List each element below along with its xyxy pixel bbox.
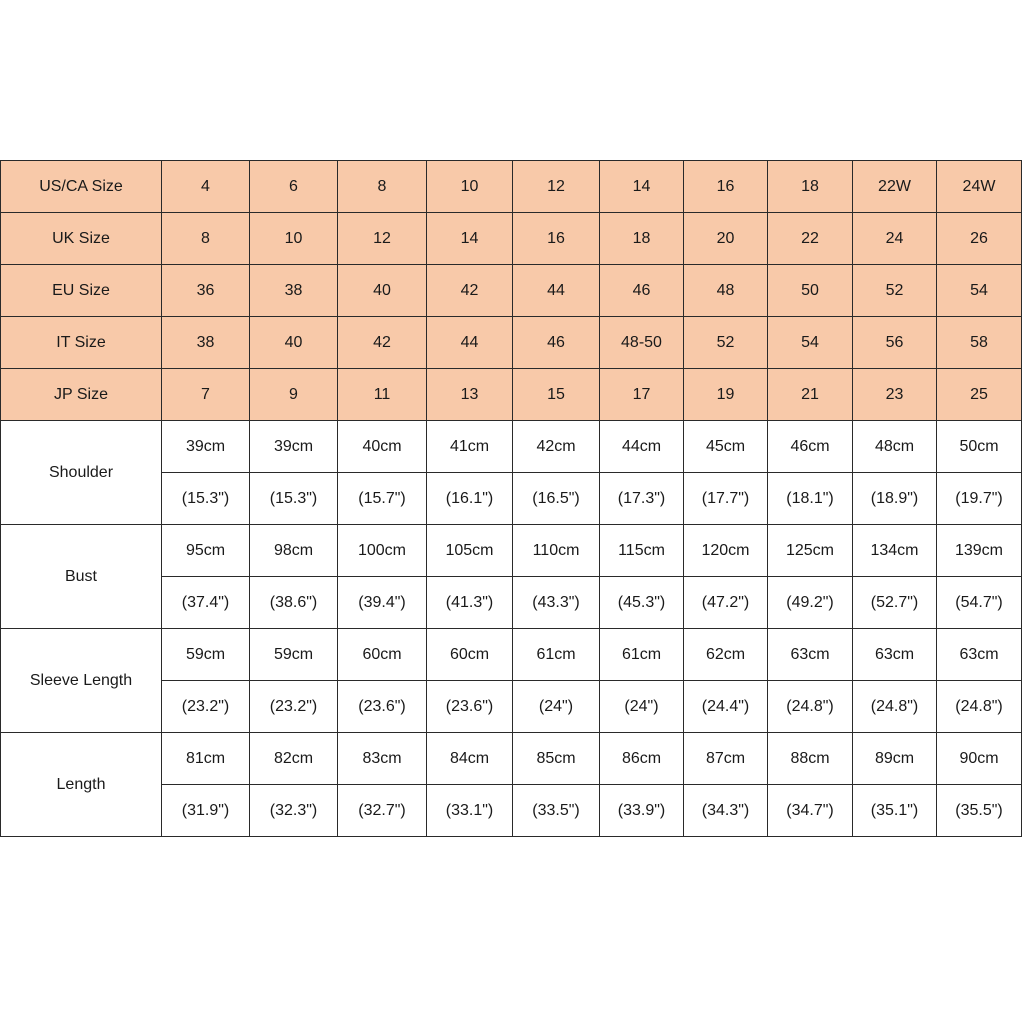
measurement-label: Sleeve Length [1,629,162,733]
size-value-cell: 14 [427,213,513,265]
size-value-cell: 7 [162,369,250,421]
size-row [1,213,1022,265]
measurement-inch-cell: (17.3") [600,473,684,525]
measurement-inch-cell: (34.7") [768,785,853,837]
size-row [1,265,1022,317]
measurement-inch-cell: (32.3") [250,785,338,837]
size-value-cell: 54 [937,265,1022,317]
measurement-cm-cell: 60cm [427,629,513,681]
size-row [1,369,1022,421]
measurement-inch-cell: (24") [600,681,684,733]
size-value-cell: 54 [768,317,853,369]
size-value-cell: 50 [768,265,853,317]
measurement-cm-cell: 115cm [600,525,684,577]
size-value-cell: 40 [338,265,427,317]
size-value-cell: 10 [250,213,338,265]
measurement-label: Shoulder [1,421,162,525]
measurement-cm-cell: 62cm [684,629,768,681]
size-value-cell: 58 [937,317,1022,369]
measurement-cm-cell: 81cm [162,733,250,785]
measurement-cm-cell: 86cm [600,733,684,785]
measurement-cm-row [1,629,1022,681]
size-value-cell: 19 [684,369,768,421]
measurement-inch-cell: (52.7") [853,577,937,629]
measurement-inch-cell: (19.7") [937,473,1022,525]
size-value-cell: 9 [250,369,338,421]
size-value-cell: 44 [513,265,600,317]
measurement-cm-cell: 39cm [162,421,250,473]
measurement-inch-cell: (34.3") [684,785,768,837]
measurement-inch-cell: (15.3") [162,473,250,525]
measurement-inch-cell: (18.1") [768,473,853,525]
measurement-inch-cell: (16.5") [513,473,600,525]
measurement-inch-cell: (24.8") [937,681,1022,733]
size-value-cell: 42 [427,265,513,317]
measurement-inch-cell: (23.2") [162,681,250,733]
measurement-label: Length [1,733,162,837]
measurement-cm-cell: 41cm [427,421,513,473]
size-row [1,161,1022,213]
size-value-cell: 10 [427,161,513,213]
measurement-cm-cell: 125cm [768,525,853,577]
size-row-label: UK Size [1,213,162,265]
measurement-cm-cell: 82cm [250,733,338,785]
measurement-inch-cell: (17.7") [684,473,768,525]
size-value-cell: 22 [768,213,853,265]
size-value-cell: 18 [768,161,853,213]
size-value-cell: 52 [853,265,937,317]
measurement-cm-cell: 61cm [600,629,684,681]
size-value-cell: 21 [768,369,853,421]
size-value-cell: 22W [853,161,937,213]
measurement-inch-cell: (33.1") [427,785,513,837]
measurement-inch-cell: (24.4") [684,681,768,733]
measurement-inch-cell: (15.7") [338,473,427,525]
measurement-inch-cell: (23.6") [427,681,513,733]
size-value-cell: 46 [600,265,684,317]
size-value-cell: 56 [853,317,937,369]
measurement-inch-cell: (33.5") [513,785,600,837]
measurement-inch-cell: (31.9") [162,785,250,837]
size-value-cell: 15 [513,369,600,421]
measurement-label: Bust [1,525,162,629]
measurement-cm-cell: 84cm [427,733,513,785]
measurement-cm-cell: 110cm [513,525,600,577]
size-value-cell: 52 [684,317,768,369]
size-value-cell: 14 [600,161,684,213]
size-value-cell: 11 [338,369,427,421]
size-value-cell: 42 [338,317,427,369]
size-value-cell: 20 [684,213,768,265]
measurement-inch-cell: (16.1") [427,473,513,525]
measurement-inch-cell: (24") [513,681,600,733]
size-value-cell: 48-50 [600,317,684,369]
measurement-cm-cell: 63cm [768,629,853,681]
size-value-cell: 40 [250,317,338,369]
size-value-cell: 24 [853,213,937,265]
measurement-cm-cell: 46cm [768,421,853,473]
size-value-cell: 38 [250,265,338,317]
measurement-cm-cell: 95cm [162,525,250,577]
measurement-inch-cell: (43.3") [513,577,600,629]
measurement-cm-cell: 87cm [684,733,768,785]
measurement-inch-cell: (54.7") [937,577,1022,629]
measurement-cm-cell: 50cm [937,421,1022,473]
size-row-label: US/CA Size [1,161,162,213]
measurement-cm-cell: 134cm [853,525,937,577]
size-row-label: EU Size [1,265,162,317]
size-value-cell: 25 [937,369,1022,421]
size-value-cell: 12 [338,213,427,265]
size-value-cell: 18 [600,213,684,265]
size-value-cell: 38 [162,317,250,369]
size-row-label: IT Size [1,317,162,369]
measurement-inch-cell: (38.6") [250,577,338,629]
measurement-cm-cell: 42cm [513,421,600,473]
measurement-inch-cell: (35.5") [937,785,1022,837]
measurement-inch-cell: (18.9") [853,473,937,525]
size-value-cell: 46 [513,317,600,369]
measurement-cm-cell: 88cm [768,733,853,785]
measurement-cm-cell: 40cm [338,421,427,473]
measurement-inch-cell: (23.2") [250,681,338,733]
size-value-cell: 8 [162,213,250,265]
size-value-cell: 12 [513,161,600,213]
measurement-cm-row [1,733,1022,785]
measurement-inch-cell: (39.4") [338,577,427,629]
size-value-cell: 4 [162,161,250,213]
measurement-cm-cell: 98cm [250,525,338,577]
measurement-cm-cell: 85cm [513,733,600,785]
size-value-cell: 24W [937,161,1022,213]
measurement-inch-cell: (23.6") [338,681,427,733]
size-row [1,317,1022,369]
measurement-cm-cell: 48cm [853,421,937,473]
measurement-cm-cell: 100cm [338,525,427,577]
measurement-cm-cell: 45cm [684,421,768,473]
size-value-cell: 16 [513,213,600,265]
size-value-cell: 36 [162,265,250,317]
measurement-cm-cell: 60cm [338,629,427,681]
size-value-cell: 44 [427,317,513,369]
measurement-cm-row [1,421,1022,473]
size-value-cell: 13 [427,369,513,421]
measurement-cm-cell: 139cm [937,525,1022,577]
size-value-cell: 6 [250,161,338,213]
measurement-inch-cell: (49.2") [768,577,853,629]
measurement-cm-row [1,525,1022,577]
measurement-cm-cell: 90cm [937,733,1022,785]
size-chart-table [0,160,1022,837]
measurement-cm-cell: 89cm [853,733,937,785]
size-value-cell: 23 [853,369,937,421]
measurement-cm-cell: 44cm [600,421,684,473]
measurement-cm-cell: 63cm [937,629,1022,681]
measurement-inch-cell: (24.8") [853,681,937,733]
size-value-cell: 16 [684,161,768,213]
size-row-label: JP Size [1,369,162,421]
measurement-inch-cell: (41.3") [427,577,513,629]
measurement-inch-cell: (45.3") [600,577,684,629]
measurement-inch-cell: (35.1") [853,785,937,837]
measurement-inch-cell: (37.4") [162,577,250,629]
measurement-inch-cell: (33.9") [600,785,684,837]
measurement-cm-cell: 61cm [513,629,600,681]
measurement-inch-cell: (24.8") [768,681,853,733]
measurement-inch-cell: (32.7") [338,785,427,837]
measurement-cm-cell: 120cm [684,525,768,577]
measurement-inch-cell: (47.2") [684,577,768,629]
measurement-cm-cell: 83cm [338,733,427,785]
measurement-cm-cell: 63cm [853,629,937,681]
size-value-cell: 17 [600,369,684,421]
measurement-cm-cell: 59cm [162,629,250,681]
measurement-cm-cell: 59cm [250,629,338,681]
size-value-cell: 8 [338,161,427,213]
size-value-cell: 48 [684,265,768,317]
size-value-cell: 26 [937,213,1022,265]
measurement-inch-cell: (15.3") [250,473,338,525]
measurement-cm-cell: 39cm [250,421,338,473]
measurement-cm-cell: 105cm [427,525,513,577]
